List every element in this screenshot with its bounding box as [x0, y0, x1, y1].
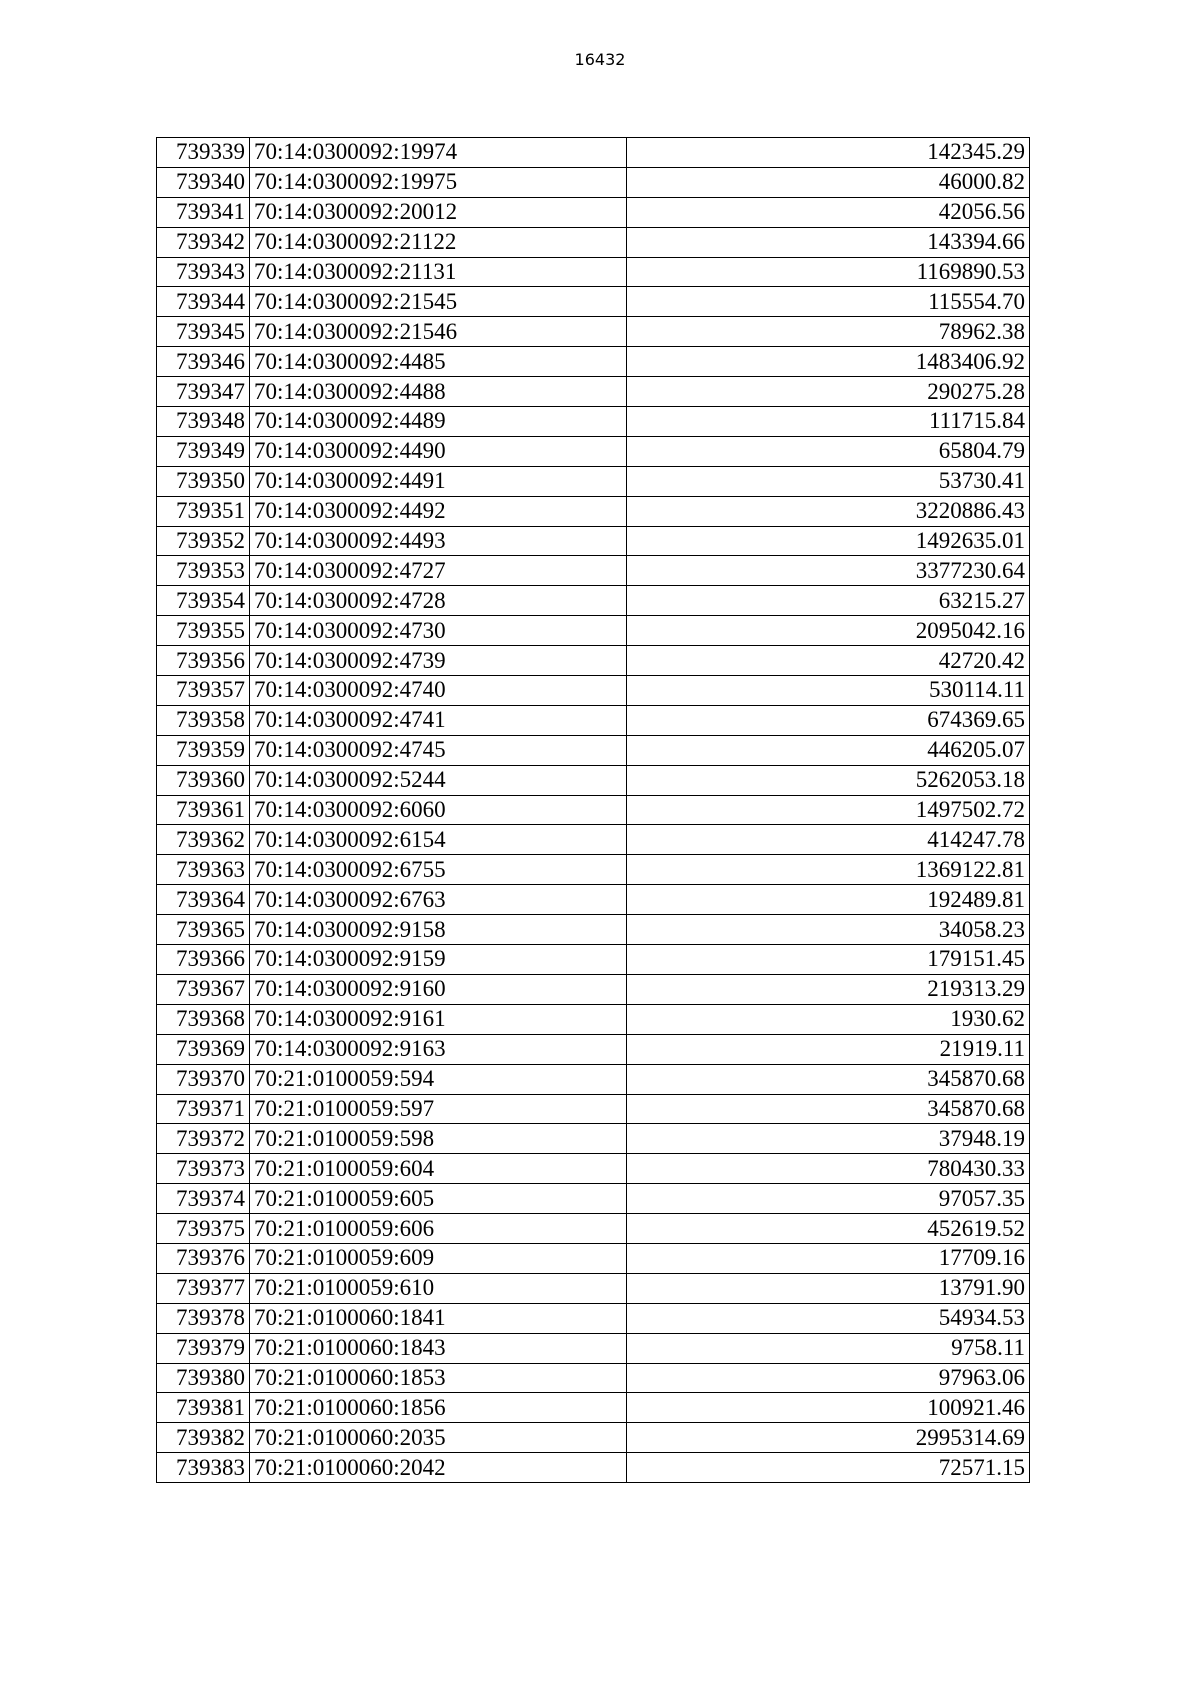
cadastral-number-cell: 70:14:0300092:9159: [250, 945, 627, 975]
value-cell: 63215.27: [627, 586, 1030, 616]
cadastral-number-cell: 70:14:0300092:4741: [250, 705, 627, 735]
cadastral-number-cell: 70:14:0300092:19974: [250, 138, 627, 168]
cadastral-number-cell: 70:21:0100059:594: [250, 1064, 627, 1094]
row-number-cell: 739370: [157, 1064, 250, 1094]
row-number-cell: 739361: [157, 795, 250, 825]
cadastral-number-cell: 70:14:0300092:6060: [250, 795, 627, 825]
row-number-cell: 739340: [157, 167, 250, 197]
row-number-cell: 739364: [157, 885, 250, 915]
cadastral-number-cell: 70:14:0300092:4491: [250, 466, 627, 496]
table-row: [157, 1034, 1030, 1064]
cadastral-number-cell: 70:14:0300092:4490: [250, 436, 627, 466]
cadastral-number-cell: 70:21:0100060:1853: [250, 1363, 627, 1393]
row-number-cell: 739356: [157, 646, 250, 676]
table-row: [157, 1363, 1030, 1393]
value-cell: 100921.46: [627, 1393, 1030, 1423]
table-row: [157, 1453, 1030, 1483]
value-cell: 3220886.43: [627, 496, 1030, 526]
value-cell: 142345.29: [627, 138, 1030, 168]
row-number-cell: 739375: [157, 1214, 250, 1244]
cadastral-number-cell: 70:14:0300092:4740: [250, 676, 627, 706]
row-number-cell: 739343: [157, 257, 250, 287]
page-number: 16432: [574, 50, 626, 69]
value-cell: 414247.78: [627, 825, 1030, 855]
row-number-cell: 739382: [157, 1423, 250, 1453]
table-row: [157, 1393, 1030, 1423]
table-row: [157, 974, 1030, 1004]
value-cell: 345870.68: [627, 1064, 1030, 1094]
table-row: [157, 1333, 1030, 1363]
row-number-cell: 739359: [157, 735, 250, 765]
value-cell: 21919.11: [627, 1034, 1030, 1064]
row-number-cell: 739344: [157, 287, 250, 317]
value-cell: 179151.45: [627, 945, 1030, 975]
row-number-cell: 739348: [157, 407, 250, 437]
row-number-cell: 739380: [157, 1363, 250, 1393]
cadastral-number-cell: 70:14:0300092:4493: [250, 526, 627, 556]
table-row: [157, 1064, 1030, 1094]
cadastral-number-cell: 70:14:0300092:5244: [250, 765, 627, 795]
row-number-cell: 739368: [157, 1004, 250, 1034]
cadastral-number-cell: 70:21:0100060:2042: [250, 1453, 627, 1483]
cadastral-number-cell: 70:21:0100060:1843: [250, 1333, 627, 1363]
table-row: [157, 1243, 1030, 1273]
value-cell: 42720.42: [627, 646, 1030, 676]
value-cell: 192489.81: [627, 885, 1030, 915]
value-cell: 65804.79: [627, 436, 1030, 466]
cadastral-number-cell: 70:14:0300092:21546: [250, 317, 627, 347]
value-cell: 1492635.01: [627, 526, 1030, 556]
table-row: [157, 227, 1030, 257]
row-number-cell: 739346: [157, 347, 250, 377]
row-number-cell: 739360: [157, 765, 250, 795]
cadastral-number-cell: 70:21:0100059:598: [250, 1124, 627, 1154]
table-row: [157, 885, 1030, 915]
value-cell: 1169890.53: [627, 257, 1030, 287]
value-cell: 3377230.64: [627, 556, 1030, 586]
table-row: [157, 287, 1030, 317]
table-row: [157, 466, 1030, 496]
value-cell: 2995314.69: [627, 1423, 1030, 1453]
table-row: [157, 407, 1030, 437]
table-row: [157, 496, 1030, 526]
row-number-cell: 739371: [157, 1094, 250, 1124]
value-cell: 111715.84: [627, 407, 1030, 437]
table-row: [157, 945, 1030, 975]
value-cell: 290275.28: [627, 377, 1030, 407]
table-row: [157, 377, 1030, 407]
table-row: [157, 1154, 1030, 1184]
row-number-cell: 739355: [157, 616, 250, 646]
row-number-cell: 739379: [157, 1333, 250, 1363]
cadastral-number-cell: 70:21:0100059:604: [250, 1154, 627, 1184]
row-number-cell: 739365: [157, 915, 250, 945]
row-number-cell: 739367: [157, 974, 250, 1004]
cadastral-number-cell: 70:14:0300092:9161: [250, 1004, 627, 1034]
table-row: [157, 436, 1030, 466]
value-cell: 17709.16: [627, 1243, 1030, 1273]
value-cell: 115554.70: [627, 287, 1030, 317]
table-row: [157, 915, 1030, 945]
value-cell: 34058.23: [627, 915, 1030, 945]
value-cell: 452619.52: [627, 1214, 1030, 1244]
value-cell: 219313.29: [627, 974, 1030, 1004]
row-number-cell: 739342: [157, 227, 250, 257]
value-cell: 2095042.16: [627, 616, 1030, 646]
table-row: [157, 526, 1030, 556]
table-row: [157, 676, 1030, 706]
table-row: [157, 317, 1030, 347]
cadastral-number-cell: 70:14:0300092:6154: [250, 825, 627, 855]
table-row: [157, 735, 1030, 765]
cadastral-number-cell: 70:14:0300092:20012: [250, 197, 627, 227]
row-number-cell: 739369: [157, 1034, 250, 1064]
value-cell: 1930.62: [627, 1004, 1030, 1034]
row-number-cell: 739373: [157, 1154, 250, 1184]
cadastral-number-cell: 70:14:0300092:19975: [250, 167, 627, 197]
value-cell: 53730.41: [627, 466, 1030, 496]
row-number-cell: 739372: [157, 1124, 250, 1154]
cadastral-number-cell: 70:14:0300092:4745: [250, 735, 627, 765]
row-number-cell: 739352: [157, 526, 250, 556]
cadastral-value-table: [156, 137, 1030, 1483]
value-cell: 674369.65: [627, 705, 1030, 735]
table-row: [157, 1094, 1030, 1124]
cadastral-number-cell: 70:14:0300092:4489: [250, 407, 627, 437]
value-cell: 97963.06: [627, 1363, 1030, 1393]
table-row: [157, 855, 1030, 885]
row-number-cell: 739347: [157, 377, 250, 407]
cadastral-number-cell: 70:14:0300092:9160: [250, 974, 627, 1004]
row-number-cell: 739345: [157, 317, 250, 347]
row-number-cell: 739383: [157, 1453, 250, 1483]
row-number-cell: 739341: [157, 197, 250, 227]
table-row: [157, 197, 1030, 227]
value-cell: 97057.35: [627, 1184, 1030, 1214]
value-cell: 54934.53: [627, 1303, 1030, 1333]
table-row: [157, 616, 1030, 646]
value-cell: 9758.11: [627, 1333, 1030, 1363]
cadastral-number-cell: 70:14:0300092:4739: [250, 646, 627, 676]
table-row: [157, 1214, 1030, 1244]
row-number-cell: 739350: [157, 466, 250, 496]
row-number-cell: 739378: [157, 1303, 250, 1333]
cadastral-number-cell: 70:21:0100060:2035: [250, 1423, 627, 1453]
row-number-cell: 739351: [157, 496, 250, 526]
row-number-cell: 739381: [157, 1393, 250, 1423]
cadastral-number-cell: 70:14:0300092:21545: [250, 287, 627, 317]
table-row: [157, 167, 1030, 197]
value-cell: 446205.07: [627, 735, 1030, 765]
row-number-cell: 739353: [157, 556, 250, 586]
row-number-cell: 739366: [157, 945, 250, 975]
value-cell: 13791.90: [627, 1273, 1030, 1303]
cadastral-number-cell: 70:14:0300092:4728: [250, 586, 627, 616]
table-row: [157, 1423, 1030, 1453]
row-number-cell: 739363: [157, 855, 250, 885]
table-row: [157, 1303, 1030, 1333]
cadastral-number-cell: 70:14:0300092:4488: [250, 377, 627, 407]
cadastral-number-cell: 70:14:0300092:9163: [250, 1034, 627, 1064]
cadastral-number-cell: 70:21:0100059:610: [250, 1273, 627, 1303]
table-row: [157, 1004, 1030, 1034]
row-number-cell: 739354: [157, 586, 250, 616]
row-number-cell: 739357: [157, 676, 250, 706]
cadastral-number-cell: 70:14:0300092:6755: [250, 855, 627, 885]
table-row: [157, 1124, 1030, 1154]
value-cell: 72571.15: [627, 1453, 1030, 1483]
value-cell: 1483406.92: [627, 347, 1030, 377]
value-cell: 780430.33: [627, 1154, 1030, 1184]
cadastral-number-cell: 70:14:0300092:21131: [250, 257, 627, 287]
table-row: [157, 825, 1030, 855]
table-row: [157, 646, 1030, 676]
value-cell: 143394.66: [627, 227, 1030, 257]
value-cell: 37948.19: [627, 1124, 1030, 1154]
cadastral-number-cell: 70:21:0100059:597: [250, 1094, 627, 1124]
table-row: [157, 1273, 1030, 1303]
cadastral-number-cell: 70:14:0300092:21122: [250, 227, 627, 257]
cadastral-number-cell: 70:14:0300092:9158: [250, 915, 627, 945]
cadastral-number-cell: 70:21:0100060:1856: [250, 1393, 627, 1423]
cadastral-number-cell: 70:14:0300092:4727: [250, 556, 627, 586]
value-cell: 1497502.72: [627, 795, 1030, 825]
row-number-cell: 739362: [157, 825, 250, 855]
value-cell: 345870.68: [627, 1094, 1030, 1124]
table-row: [157, 347, 1030, 377]
table-row: [157, 257, 1030, 287]
cadastral-number-cell: 70:14:0300092:4492: [250, 496, 627, 526]
row-number-cell: 739376: [157, 1243, 250, 1273]
value-cell: 1369122.81: [627, 855, 1030, 885]
row-number-cell: 739377: [157, 1273, 250, 1303]
cadastral-number-cell: 70:21:0100059:605: [250, 1184, 627, 1214]
table-row: [157, 138, 1030, 168]
cadastral-number-cell: 70:14:0300092:4485: [250, 347, 627, 377]
cadastral-number-cell: 70:14:0300092:6763: [250, 885, 627, 915]
row-number-cell: 739349: [157, 436, 250, 466]
cadastral-number-cell: 70:21:0100060:1841: [250, 1303, 627, 1333]
cadastral-number-cell: 70:21:0100059:609: [250, 1243, 627, 1273]
row-number-cell: 739339: [157, 138, 250, 168]
value-cell: 42056.56: [627, 197, 1030, 227]
value-cell: 5262053.18: [627, 765, 1030, 795]
cadastral-number-cell: 70:21:0100059:606: [250, 1214, 627, 1244]
table-row: [157, 1184, 1030, 1214]
row-number-cell: 739358: [157, 705, 250, 735]
table-body: [157, 138, 1030, 1483]
table-row: [157, 586, 1030, 616]
row-number-cell: 739374: [157, 1184, 250, 1214]
cadastral-number-cell: 70:14:0300092:4730: [250, 616, 627, 646]
table-row: [157, 705, 1030, 735]
value-cell: 78962.38: [627, 317, 1030, 347]
table-row: [157, 795, 1030, 825]
table-row: [157, 765, 1030, 795]
value-cell: 46000.82: [627, 167, 1030, 197]
table-row: [157, 556, 1030, 586]
value-cell: 530114.11: [627, 676, 1030, 706]
